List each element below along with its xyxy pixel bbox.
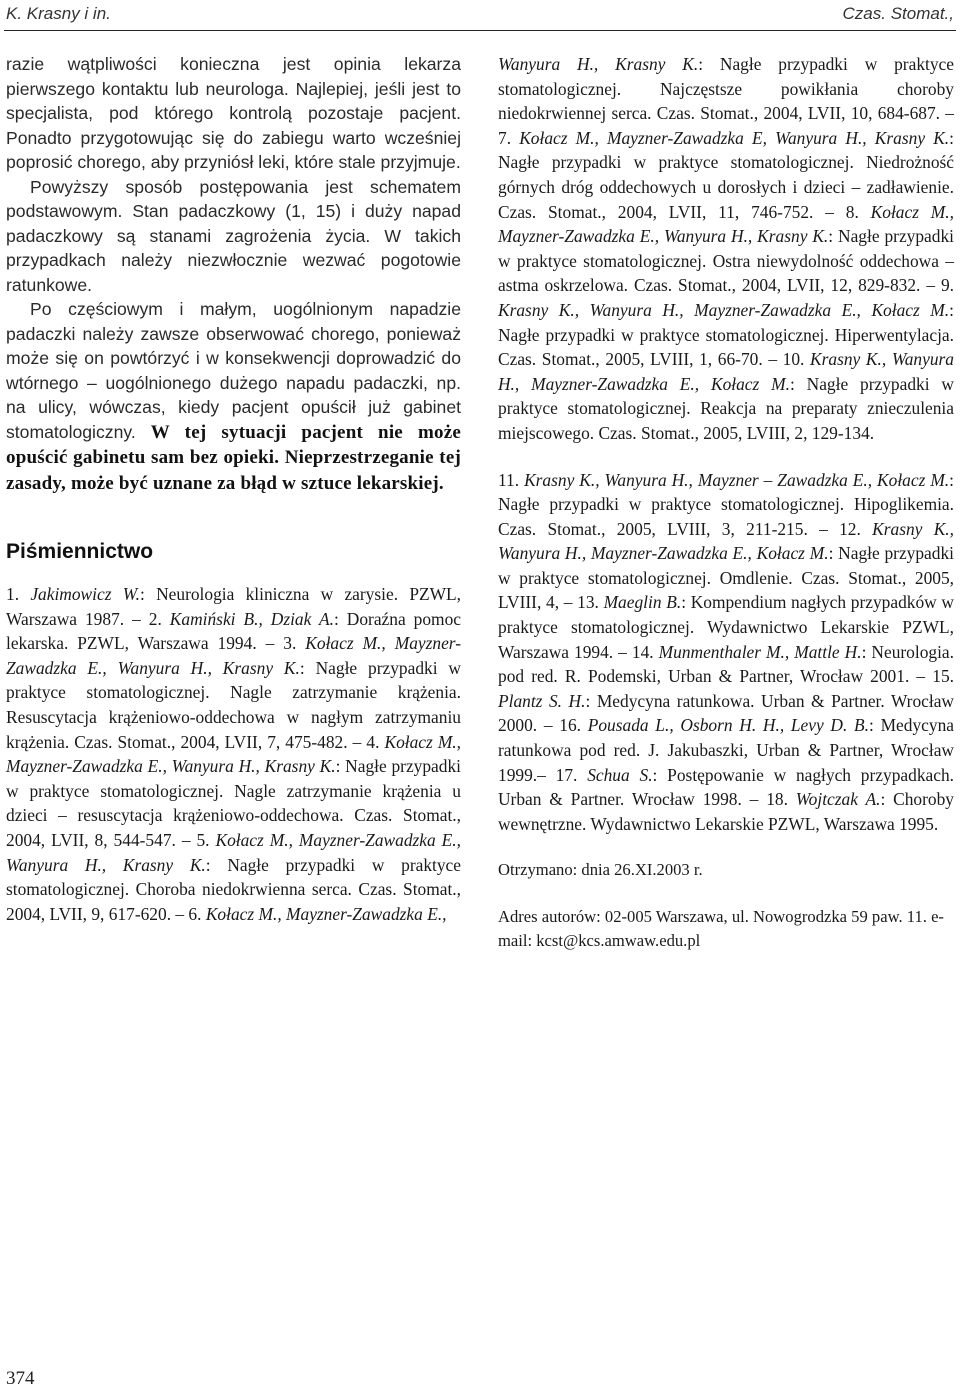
reference-authors: Maeglin B. xyxy=(603,592,682,613)
reference-authors: Krasny K., Wanyura H., Mayzner – Zawadzka E., Kołacz M. xyxy=(524,469,950,490)
paragraph-1: razie wątpliwości konieczna jest opinia lekarza pierwszego kontaktu lub neurologa. Najlepiej, jeśli jest to specjalista, pod którego kontrolą pozostaje pacjent. Ponadto przygotowując się do zabiegu warto wcześniej poprosić chorego, aby przyniósł leki, które stale przyjmuje. xyxy=(6,54,461,172)
reference-authors: Wojtczak A. xyxy=(795,789,881,810)
paragraph-3 xyxy=(6,297,461,496)
received-date: Otrzymano: dnia 26.XI.2003 r. xyxy=(498,860,703,880)
reference-details: : Medycyna ratunkowa pod red. J. Jakubaszki, Urban & Partner, Wrocław 1999.– 17. xyxy=(498,715,954,785)
header-journal: Czas. Stomat., xyxy=(842,4,954,23)
header-authors: K. Krasny i in. xyxy=(6,4,111,23)
reference-list xyxy=(6,582,461,926)
reference-authors: Kołacz M., Mayzner-Zawadzka E, Wanyura H., Krasny K. xyxy=(519,127,950,148)
reference-authors: Kołacz M., Mayzner-Zawadzka E., Wanyura H., Krasny K. xyxy=(498,201,954,247)
reference-details: : Nagłe przypadki w praktyce stomatologicznej. Omdlenie. Czas. Stomat., 2005, LVIII, 4, – 13. xyxy=(498,543,954,613)
reference-number: 11. xyxy=(498,469,525,490)
reference-item xyxy=(206,904,447,924)
reference-details: : Nagłe przypadki w praktyce stomatologicznej. Nagle zatrzymanie krążenia. Resuscytacja krążeniowo-oddechowa w nagłym zatrzymaniu krążenia. Czas. Stomat., 2004, LVII, 7, 475-482. – 4. xyxy=(6,657,461,752)
reference-authors: Krasny K., Wanyura H., Mayzner-Zawadzka E., Kołacz M. xyxy=(498,349,954,394)
reference-authors: Kołacz M., Mayzner-Zawadzka E., Wanyura H., Krasny K. xyxy=(6,829,461,875)
reference-details: : Nagłe przypadki w praktyce stomatologicznej. Niedrożność górnych dróg oddechowych u dorosłych i dzieci – zadławienie. Czas. Stomat., 2004, LVII, 11, 746-752. – 8. xyxy=(498,127,954,222)
reference-authors: Jakimowicz W. xyxy=(30,584,140,604)
reference-authors: Kołacz M., Mayzner-Zawadzka E., xyxy=(205,903,447,924)
reference-authors: Pousada L., Osborn H. H., Levy D. B. xyxy=(587,715,870,736)
reference-authors: Kołacz M., Mayzner-Zawadzka E., Wanyura H., Krasny K. xyxy=(6,633,461,678)
paragraph-3-bold: W tej sytuacji pacjent nie może opuścić gabinetu sam bez opieki. Nieprzestrzeganie tej zasady, może być uznane za błąd w sztuce lekarskiej. xyxy=(6,421,461,494)
reference-details: : Doraźna pomoc lekarska. PZWL, Warszawa 1994. – 3. xyxy=(6,608,461,654)
left-column xyxy=(6,52,461,926)
right-column xyxy=(498,52,954,954)
reference-authors: Kołacz M., Mayzner-Zawadzka E., Wanyura H., Krasny K. xyxy=(6,731,461,777)
reference-authors: Plantz S. H. xyxy=(498,690,586,711)
references-left xyxy=(6,582,461,926)
reference-details: : Nagłe przypadki w praktyce stomatologicznej. Hiperwentylacja. Czas. Stomat., 2005, LVIII, 1, 66-70. – 10. xyxy=(498,299,954,370)
running-header xyxy=(4,0,956,30)
reference-details: : Nagłe przypadki w praktyce stomatologicznej. Nagle zatrzymanie krążenia u dzieci – resuscytacja krążeniowo-oddechowa. Czas. Stomat., 2004, LVII, 8, 544-547. – 5. xyxy=(6,756,461,850)
reference-details: : Nagłe przypadki w praktyce stomatologicznej. Najczęstsze powikłania choroby niedokrwiennej serca. Czas. Stomat., 2004, LVII, 10, 684-687. – 7. xyxy=(498,54,954,148)
page-number: 374 xyxy=(6,1368,35,1389)
reference-details: : Choroby wewnętrzne. Wydawnictwo Lekarskie PZWL, Warszawa 1995. xyxy=(498,789,954,834)
reference-number: 1. xyxy=(6,584,31,604)
author-address: Adres autorów: 02-005 Warszawa, ul. Nowogrodzka 59 paw. 11. e-mail: kcst@kcs.amwaw.edu.pl xyxy=(498,906,944,951)
section-title-references: Piśmiennictwo xyxy=(6,540,154,563)
header-rule xyxy=(4,30,956,31)
reference-authors: Wanyura H., Krasny K. xyxy=(498,54,699,74)
reference-details: : Neurologia kliniczna w zarysie. PZWL, Warszawa 1987. – 2. xyxy=(6,584,461,629)
reference-authors: Munmenthaler M., Mattle H. xyxy=(658,641,862,662)
reference-details: : Neurologia. pod red. R. Podemski, Urban & Partner, Wrocław 2001. – 15. xyxy=(498,641,954,687)
reference-details: : Nagłe przypadki w praktyce stomatologicznej. Hipoglikemia. Czas. Stomat., 2005, LVIII, 3, 211-215. – 12. xyxy=(498,469,955,539)
reference-authors: Krasny K., Wanyura H., Mayzner-Zawadzka E., Kołacz M. xyxy=(498,299,950,320)
paragraph-3-text: Po częściowym i małym, uogólnionym napadzie padaczki należy zawsze obserwować chorego, ponieważ może się on powtórzyć i w konsekwencji doprowadzić do wtórnego – uogólnionego dużego napadu padaczki, np. na ulicy, wówczas, kiedy pacjent opuścił już gabinet stomatologiczny. xyxy=(6,299,461,442)
reference-details: : Medycyna ratunkowa. Urban & Partner. Wrocław 2000. – 16. xyxy=(498,690,954,736)
reference-details: : Postępowanie w nagłych przypadkach. Urban & Partner. Wrocław 1998. – 18. xyxy=(498,764,954,810)
paragraph-2: Powyższy sposób postępowania jest schematem podstawowym. Stan padaczkowy (1, 15) i duży napad padaczkowy są stanami zagrożenia życia. W takich przypadkach należy niezwłocznie wezwać pogotowie ratunkowe. xyxy=(6,176,461,295)
reference-list-continued xyxy=(498,52,954,446)
reference-authors: Kamiński B., Dziak A. xyxy=(169,608,334,629)
reference-details: : Kompendium nagłych przypadków w praktyce stomatologicznej. Wydawnictwo Lekarskie PZWL, Warszawa 1994. – 14. xyxy=(498,592,954,662)
reference-list-part-2 xyxy=(498,468,954,837)
reference-authors: Krasny K., Wanyura H., Mayzner-Zawadzka E., Kołacz M. xyxy=(498,518,955,564)
reference-authors: Schua S. xyxy=(587,764,653,785)
reference-details: : Nagłe przypadki w praktyce stomatologicznej. Ostra niewydolność oddechowa – astma oskrzelowa. Czas. Stomat., 2004, LVII, 12, 829-832. – 9. xyxy=(498,226,955,296)
reference-details: : Nagłe przypadki w praktyce stomatologicznej. Reakcja na preparaty znieczulenia miejscowego. Czas. Stomat., 2005, LVIII, 2, 129-134. xyxy=(498,373,954,443)
reference-details: : Nagłe przypadki w praktyce stomatologicznej. Choroba niedokrwienna serca. Czas. Stomat., 2004, LVII, 9, 617-620. – 6. xyxy=(6,854,461,924)
